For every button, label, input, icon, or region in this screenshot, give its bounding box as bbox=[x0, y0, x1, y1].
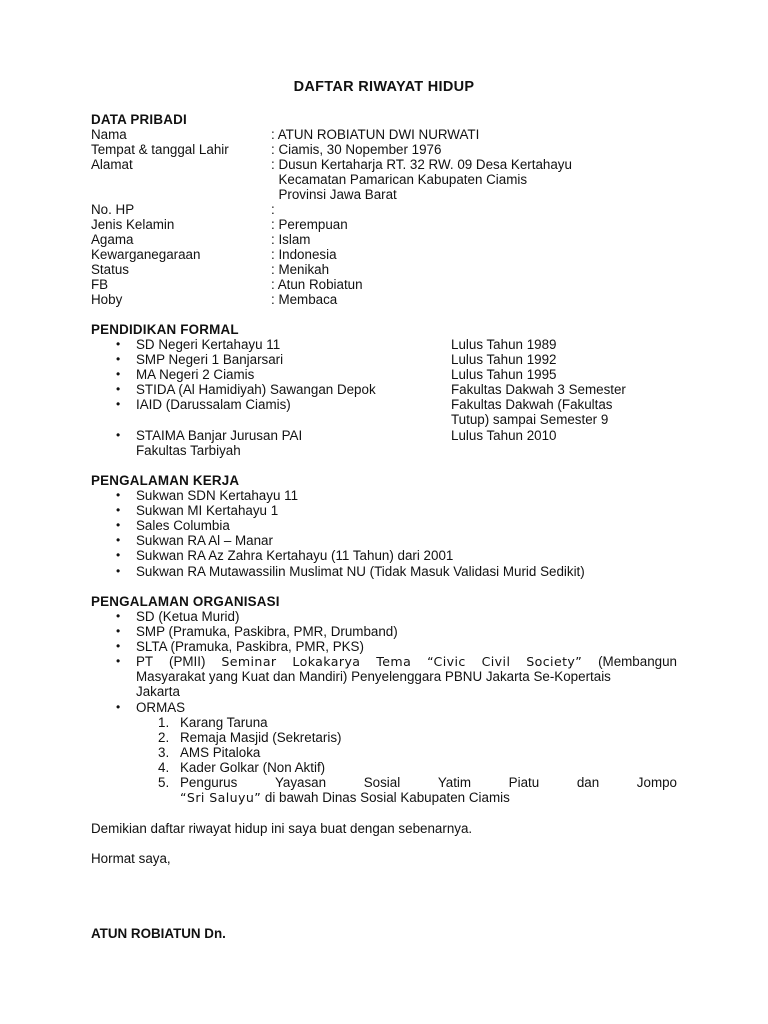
personal-data-label: Kewarganegaraan bbox=[91, 247, 201, 262]
bullet: • bbox=[116, 548, 121, 562]
bullet: • bbox=[116, 533, 121, 547]
education-note: Lulus Tahun 2010 bbox=[451, 428, 557, 443]
organization-item: SD (Ketua Murid) bbox=[136, 609, 240, 624]
word: Jompo bbox=[636, 775, 677, 790]
bullet: • bbox=[116, 564, 121, 578]
personal-data-label: Status bbox=[91, 262, 129, 277]
word: Seminar bbox=[221, 654, 277, 669]
personal-data-label: Tempat & tanggal Lahir bbox=[91, 142, 229, 157]
word: Civil bbox=[481, 654, 511, 669]
bullet: • bbox=[116, 367, 121, 381]
work-experience-item: Sukwan RA Al – Manar bbox=[136, 533, 273, 548]
bullet: • bbox=[116, 624, 121, 638]
personal-data-label: FB bbox=[91, 277, 109, 292]
word: PT bbox=[136, 654, 154, 669]
organization-pt-line: Jakarta bbox=[136, 684, 180, 699]
list-number: 2. bbox=[158, 730, 170, 745]
education-school: IAID (Darussalam Ciamis) bbox=[136, 397, 291, 412]
ormas-item: Kader Golkar (Non Aktif) bbox=[180, 760, 326, 775]
personal-data-value: : Atun Robiatun bbox=[271, 277, 363, 292]
word: (Membangun bbox=[598, 654, 677, 669]
work-experience-item: Sukwan RA Mutawassilin Muslimat NU (Tidak Masuk Validasi Murid Sedikit) bbox=[136, 564, 585, 579]
quote-text: “Sri Saluyu” bbox=[180, 790, 262, 805]
personal-data-label: Agama bbox=[91, 232, 134, 247]
bullet: • bbox=[116, 609, 121, 623]
organization-item: SLTA (Pramuka, Paskibra, PMR, PKS) bbox=[136, 639, 364, 654]
word: Pengurus bbox=[180, 775, 238, 790]
word: Piatu bbox=[508, 775, 540, 790]
document-title: DAFTAR RIWAYAT HIDUP bbox=[293, 79, 475, 95]
personal-data-value: : Indonesia bbox=[271, 247, 337, 262]
personal-data-value: : Islam bbox=[271, 232, 311, 247]
work-experience-item: Sales Columbia bbox=[136, 518, 230, 533]
education-note-continued: Tutup) sampai Semester 9 bbox=[451, 412, 609, 427]
ormas-item: Karang Taruna bbox=[180, 715, 268, 730]
word: Sosial bbox=[363, 775, 401, 790]
bullet: • bbox=[116, 639, 121, 653]
education-note: Fakultas Dakwah 3 Semester bbox=[451, 382, 626, 397]
education-note: Lulus Tahun 1992 bbox=[451, 352, 557, 367]
word: Yayasan bbox=[274, 775, 327, 790]
bullet: • bbox=[116, 397, 121, 411]
personal-data-value: Kecamatan Pamarican Kabupaten Ciamis bbox=[271, 172, 528, 187]
personal-data-value: : ATUN ROBIATUN DWI NURWATI bbox=[271, 127, 480, 142]
education-school: STAIMA Banjar Jurusan PAI bbox=[136, 428, 303, 443]
ormas-item-continued bbox=[180, 790, 510, 805]
ormas-item bbox=[180, 775, 677, 790]
word: Society” bbox=[526, 654, 583, 669]
work-experience-item: Sukwan RA Az Zahra Kertahayu (11 Tahun) dari 2001 bbox=[136, 548, 454, 563]
work-experience-item: Sukwan MI Kertahayu 1 bbox=[136, 503, 279, 518]
bullet: • bbox=[116, 382, 121, 396]
ormas-item: AMS Pitaloka bbox=[180, 745, 261, 760]
personal-data-label: Hoby bbox=[91, 292, 123, 307]
word: (PMII) bbox=[169, 654, 206, 669]
personal-data-value: : Perempuan bbox=[271, 217, 348, 232]
list-number: 3. bbox=[158, 745, 170, 760]
personal-data-value: : Ciamis, 30 Nopember 1976 bbox=[271, 142, 442, 157]
list-number: 5. bbox=[158, 775, 170, 790]
organization-pt-line bbox=[136, 654, 677, 669]
bullet: • bbox=[116, 337, 121, 351]
word: Tema bbox=[376, 654, 412, 669]
personal-data-value: Provinsi Jawa Barat bbox=[271, 187, 397, 202]
education-note: Lulus Tahun 1995 bbox=[451, 367, 557, 382]
bullet: • bbox=[116, 654, 121, 668]
personal-data-label: Nama bbox=[91, 127, 127, 142]
bullet: • bbox=[116, 488, 121, 502]
list-number: 4. bbox=[158, 760, 170, 775]
education-school: STIDA (Al Hamidiyah) Sawangan Depok bbox=[136, 382, 376, 397]
organization-pt-line: Masyarakat yang Kuat dan Mandiri) Penyelenggara PBNU Jakarta Se-Kopertais bbox=[136, 669, 611, 684]
education-school-continued: Fakultas Tarbiyah bbox=[136, 443, 241, 458]
closing-statement: Demikian daftar riwayat hidup ini saya buat dengan sebenarnya. bbox=[91, 821, 473, 836]
section-heading-pendidikan: PENDIDIKAN FORMAL bbox=[91, 322, 239, 337]
personal-data-value: : Dusun Kertaharja RT. 32 RW. 09 Desa Kertahayu bbox=[271, 157, 572, 172]
bullet: • bbox=[116, 518, 121, 532]
education-note: Lulus Tahun 1989 bbox=[451, 337, 557, 352]
personal-data-value: : bbox=[271, 202, 275, 217]
personal-data-label: Alamat bbox=[91, 157, 133, 172]
list-number: 1. bbox=[158, 715, 170, 730]
work-experience-item: Sukwan SDN Kertahayu 11 bbox=[136, 488, 299, 503]
word: Yatim bbox=[437, 775, 472, 790]
personal-data-value: : Membaca bbox=[271, 292, 338, 307]
education-school: MA Negeri 2 Ciamis bbox=[136, 367, 255, 382]
bullet: • bbox=[116, 352, 121, 366]
personal-data-value: : Menikah bbox=[271, 262, 330, 277]
education-school: SMP Negeri 1 Banjarsari bbox=[136, 352, 284, 367]
salutation: Hormat saya, bbox=[91, 851, 171, 866]
ormas-item: Remaja Masjid (Sekretaris) bbox=[180, 730, 342, 745]
word: “Civic bbox=[427, 654, 466, 669]
education-school: SD Negeri Kertahayu 11 bbox=[136, 337, 281, 352]
word: Lokakarya bbox=[292, 654, 361, 669]
organization-item: ORMAS bbox=[136, 700, 186, 715]
organization-item: SMP (Pramuka, Paskibra, PMR, Drumband) bbox=[136, 624, 398, 639]
word: dan bbox=[576, 775, 600, 790]
section-heading-organisasi: PENGALAMAN ORGANISASI bbox=[91, 594, 280, 609]
personal-data-label: No. HP bbox=[91, 202, 135, 217]
education-note: Fakultas Dakwah (Fakultas bbox=[451, 397, 613, 412]
section-heading-kerja: PENGALAMAN KERJA bbox=[91, 473, 240, 488]
ormas-item-rest: di bawah Dinas Sosial Kabupaten Ciamis bbox=[261, 790, 510, 805]
personal-data-label: Jenis Kelamin bbox=[91, 217, 175, 232]
bullet: • bbox=[116, 503, 121, 517]
bullet: • bbox=[116, 700, 121, 714]
section-heading-data-pribadi: DATA PRIBADI bbox=[91, 112, 187, 127]
bullet: • bbox=[116, 428, 121, 442]
signature-name: ATUN ROBIATUN Dn. bbox=[91, 926, 226, 941]
